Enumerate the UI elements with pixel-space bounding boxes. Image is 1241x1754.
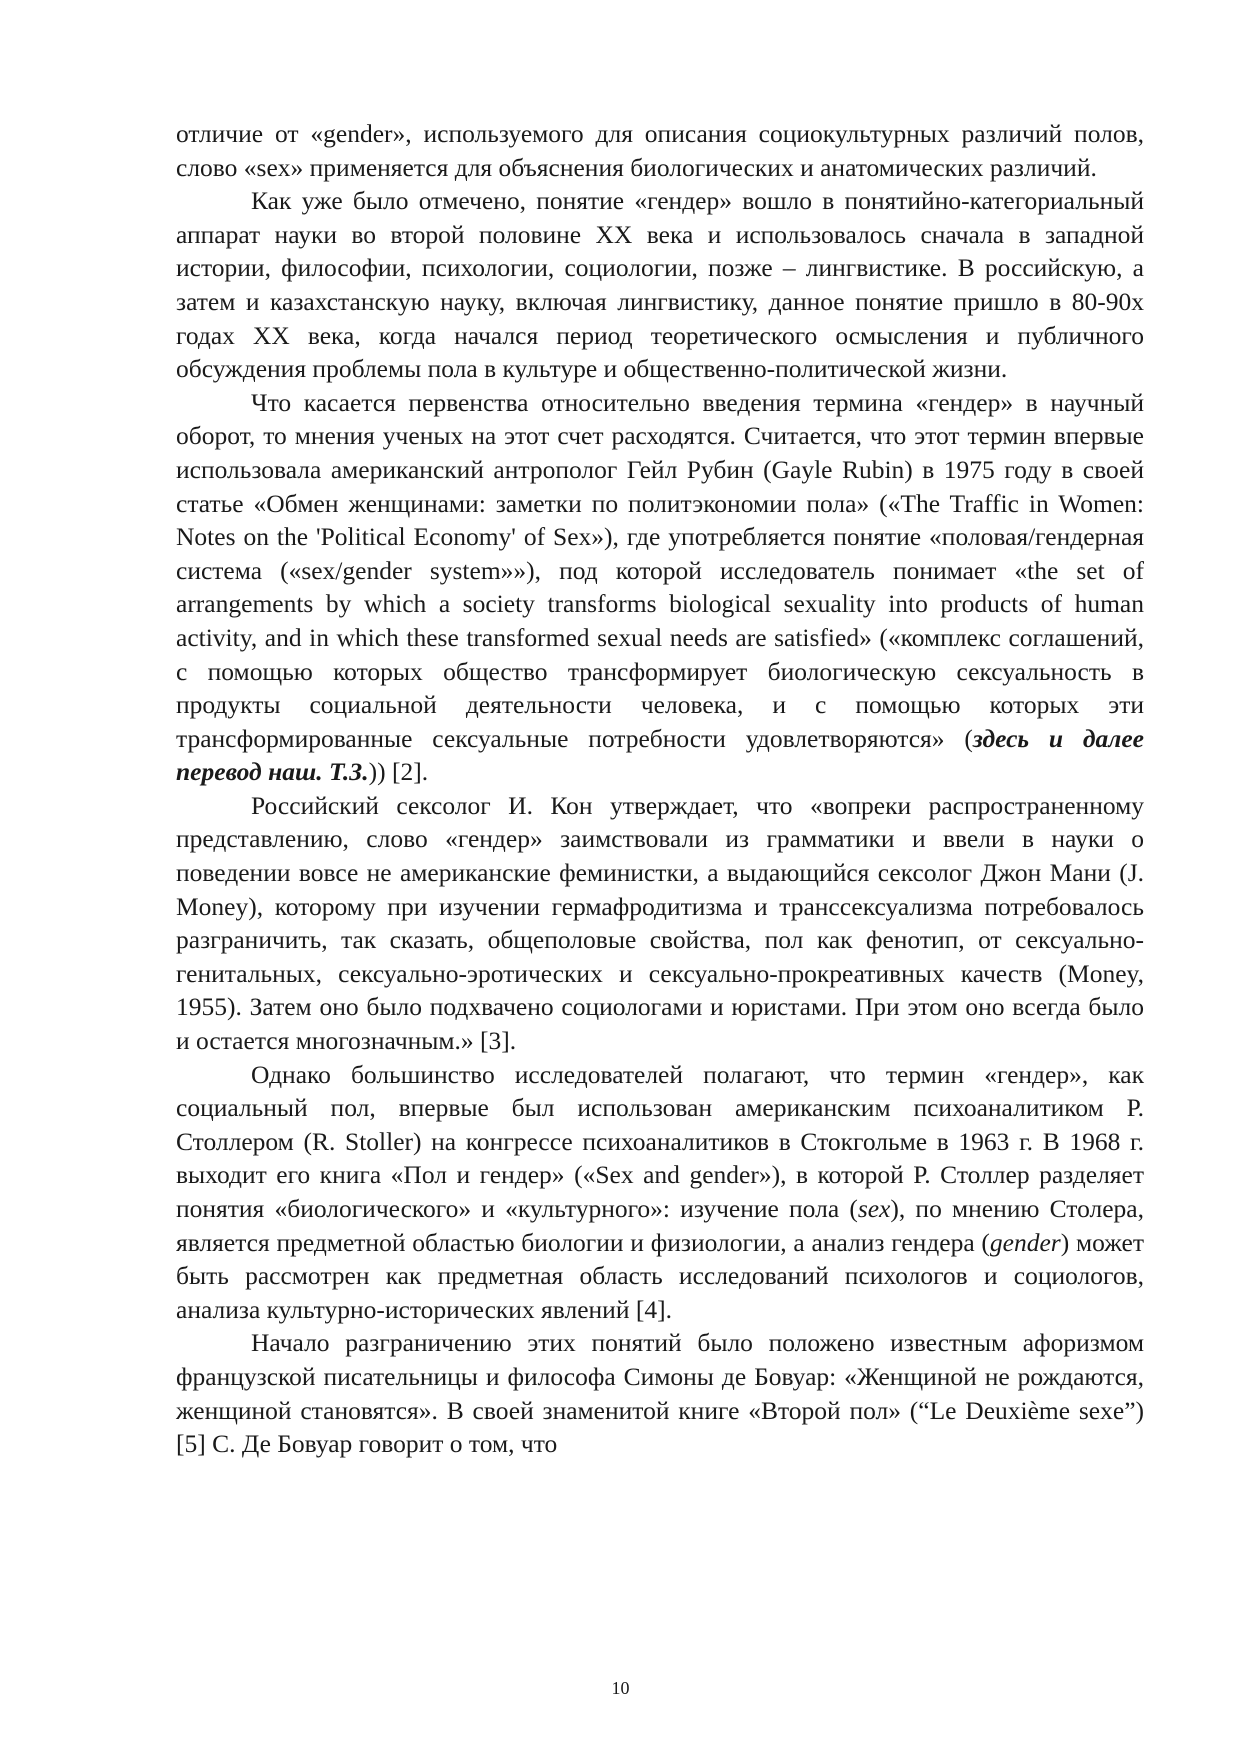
paragraph-text: Однако большинство исследователей полагают, что термин «гендер», как социальный пол, впервые был использован американским психоаналитиком Р. Столлером (R. Stoller) на конгрессе психоаналитиков в Стокгольме в 1963 г. В 1968 г. выходит его книга «Пол и гендер» («Sex and gender»), в которой Р. Столлер разделяет понятия «биологического» и «культурного»: изучение пола (	[176, 1059, 1144, 1223]
paragraph-beauvoir: Начало разграничению этих понятий было положено известным афоризмом французской писательницы и философа Симоны де Бовуар: «Женщиной не рождаются, женщиной становятся». В своей знаменитой книге «Второй пол» (“Le Deuxième sexe”) [5] С. Де Бовуар говорит о том, что	[176, 1328, 1144, 1459]
paragraph-gender-concept-history: Как уже было отмечено, понятие «гендер» вошло в понятийно-категориальный аппарат науки во второй половине XX века и использовалось сначала в западной истории, философии, психологии, социологии, позже – лингвистике. В российскую, а затем и казахстанскую науку, включая лингвистику, данное понятие пришло в 80-90х годах XX века, когда начался период теоретического осмысления и публичного обсуждения проблемы пола в культуре и общественно-политической жизни.	[176, 186, 1144, 384]
document-page	[176, 117, 1144, 1461]
paragraph-text: ), по мнению Столера, является предметной областью биологии и физиологии, а анализ гендера (	[176, 1194, 1144, 1257]
paragraph-gayle-rubin	[176, 386, 1144, 789]
paragraph-text: )) [2].	[368, 757, 429, 787]
paragraph-stoller	[176, 1058, 1144, 1327]
translator-note: здесь и далее перевод наш. Т.З.	[176, 723, 1144, 787]
paragraph-text: ) может быть рассмотрен как предметная область исследований психологов и социологов, анализа культурно-исторических явлений [4].	[176, 1227, 1144, 1324]
paragraph-kon-money: Российский сексолог И. Кон утверждает, что «вопреки распространенному представлению, слово «гендер» заимствовали из грамматики и ввели в науки о поведении вовсе не американские феминистки, а выдающийся сексолог Джон Мани (J. Money), которому при изучении гермафродитизма и транссексуализма потребовалось разграничить, так сказать, общеполовые свойства, пол как фенотип, от сексуально-генитальных, сексуально-эротических и сексуально-прокреативных качеств (Money, 1955). Затем оно было подхвачено социологами и юристами. При этом оно всегда было и остается многозначным.» [3].	[176, 790, 1144, 1056]
page-number: 10	[611, 1678, 630, 1698]
term-gender: gender	[989, 1227, 1061, 1257]
paragraph-text: Что касается первенства относительно введения термина «гендер» в научный оборот, то мнения ученых на этот счет расходятся. Считается, что этот термин впервые использовала американский антрополог Гейл Рубин (Gayle Rubin) в 1975 году в своей статье «Обмен женщинами: заметки по политэкономии пола» («The Traffic in Women: Notes on the 'Political Economy' of Sex»), где употребляется понятие «половая/гендерная система («sex/gender system»»), под которой исследователь понимает «the set of arrangements by which a society transforms biological sexuality into products of human activity, and in which these transformed sexual needs are satisfied» («комплекс соглашений, с помощью которых общество трансформирует биологическую сексуальность в продукты социальной деятельности человека, и с помощью которых эти трансформированные сексуальные потребности удовлетворяются» (	[176, 387, 1144, 753]
paragraph-continuation: отличие от «gender», используемого для описания социокультурных различий полов, слово «sex» применяется для объяснения биологических и анатомических различий.	[176, 119, 1144, 182]
term-sex: sex	[857, 1194, 891, 1223]
